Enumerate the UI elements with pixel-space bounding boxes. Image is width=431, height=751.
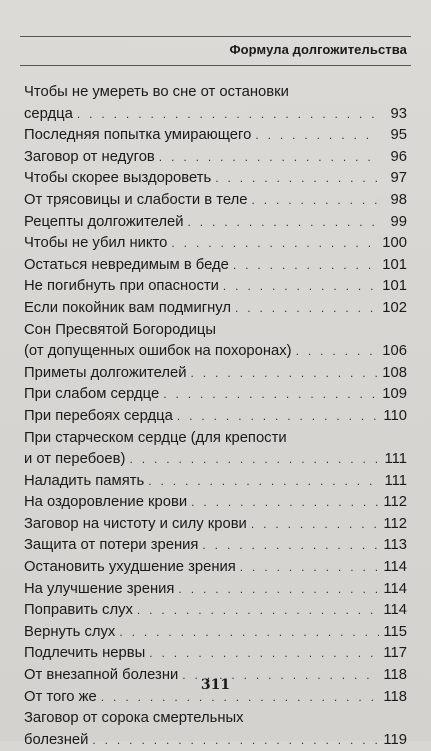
dot-leader	[129, 449, 379, 471]
toc-entry-title: Не погибнуть при опасности	[24, 278, 219, 295]
toc-entry-page: 114	[383, 559, 407, 576]
toc-entry-line	[24, 514, 407, 536]
toc-entry-title: От того же	[24, 688, 97, 705]
dot-leader	[235, 298, 378, 320]
toc-entry-page: 118	[383, 667, 407, 684]
dot-leader	[215, 168, 379, 190]
toc-entry-title: Заговор на чистоту и силу крови	[24, 515, 247, 532]
dot-leader	[255, 125, 379, 147]
toc-entry-page: 101	[382, 278, 407, 295]
toc-entry-title: На улучшение зрения	[24, 580, 175, 597]
toc-entry	[24, 406, 407, 428]
toc-entry-page: 114	[383, 580, 407, 597]
toc-entry-line	[24, 384, 407, 406]
toc-entry-page: 102	[382, 299, 407, 316]
toc-entry-page: 100	[382, 235, 407, 252]
toc-entry	[24, 147, 407, 169]
toc-entry-title: Остановить ухудшение зрения	[24, 559, 236, 576]
toc-entry	[24, 82, 407, 125]
toc-entry	[24, 168, 407, 190]
toc-entry-line	[24, 212, 407, 234]
toc-entry-page: 97	[390, 170, 407, 187]
toc-entry	[24, 125, 407, 147]
toc-entry-page: 119	[383, 731, 407, 748]
toc-entry	[24, 557, 407, 579]
dot-leader	[191, 363, 379, 385]
toc-entry-line	[24, 298, 407, 320]
dot-leader	[202, 535, 379, 557]
dot-leader	[251, 190, 379, 212]
toc-entry-title: При слабом сердце	[24, 386, 160, 403]
dot-leader	[177, 406, 379, 428]
running-header-title: Формула долгожительства	[229, 42, 407, 57]
toc-entry-line	[24, 320, 407, 342]
toc-entry-line	[24, 125, 407, 147]
dot-leader	[240, 557, 379, 579]
toc-entry	[24, 708, 407, 751]
toc-entry	[24, 363, 407, 385]
toc-entry-title: Подлечить нервы	[24, 645, 146, 662]
toc-entry-page: 95	[390, 127, 407, 144]
toc-entry-page: 111	[384, 451, 407, 468]
toc-entry-title: и от перебоев)	[24, 451, 126, 468]
toc-entry-page: 96	[390, 148, 407, 165]
dot-leader	[223, 276, 378, 298]
toc-entry	[24, 622, 407, 644]
toc-entry-page: 113	[383, 537, 407, 554]
dot-leader	[92, 730, 379, 751]
toc-entry-line	[24, 233, 407, 255]
toc-entry-title: Чтобы не умереть во сне от остановки	[24, 84, 289, 100]
toc-entry	[24, 255, 407, 277]
toc-entry-line	[24, 600, 407, 622]
toc-entry	[24, 492, 407, 514]
toc-entry-line	[24, 190, 407, 212]
toc-entry-line	[24, 579, 407, 601]
toc-entry-title: Рецепты долгожителей	[24, 213, 184, 230]
toc-entry-line	[24, 255, 407, 277]
toc-entry-page: 111	[384, 472, 407, 489]
toc-entry-title: Приметы долгожителей	[24, 364, 187, 381]
toc-entry-line	[24, 406, 407, 428]
toc-entry-title: Чтобы скорее выздороветь	[24, 170, 212, 187]
table-of-contents	[24, 82, 407, 751]
toc-entry-line	[24, 643, 407, 665]
toc-entry-page: 108	[382, 364, 407, 381]
toc-entry-title: Заговор от недугов	[24, 148, 155, 165]
toc-entry-page: 98	[390, 191, 407, 208]
toc-entry-line	[24, 535, 407, 557]
toc-entry	[24, 535, 407, 557]
toc-entry-title: При перебоях сердца	[24, 407, 173, 424]
toc-entry-line	[24, 363, 407, 385]
toc-entry-title: При старческом сердце (для крепости	[24, 429, 287, 446]
toc-entry-page: 110	[383, 407, 407, 424]
toc-entry-line	[24, 104, 407, 126]
toc-entry-title: Чтобы не убил никто	[24, 235, 168, 252]
dot-leader	[296, 341, 379, 363]
toc-entry	[24, 643, 407, 665]
dot-leader	[171, 233, 378, 255]
toc-entry-line	[24, 730, 407, 751]
toc-entry-page: 118	[383, 688, 407, 705]
toc-entry-title: Наладить память	[24, 472, 145, 489]
toc-entry-page: 117	[383, 645, 407, 662]
toc-entry	[24, 579, 407, 601]
toc-entry-line	[24, 708, 407, 730]
toc-entry-title: болезней	[24, 731, 89, 748]
toc-entry	[24, 190, 407, 212]
toc-entry-page: 99	[390, 213, 407, 230]
toc-entry-title: Остаться невредимым в беде	[24, 256, 229, 273]
toc-entry-page: 106	[382, 343, 407, 360]
dot-leader	[137, 600, 379, 622]
dot-leader	[148, 471, 379, 493]
toc-entry-title: Защита от потери зрения	[24, 537, 199, 554]
toc-entry-title: Поправить слух	[24, 602, 133, 619]
dot-leader	[163, 384, 378, 406]
toc-entry-page: 109	[382, 386, 407, 403]
toc-entry-title: Заговор от сорока смертельных	[24, 710, 244, 727]
dot-leader	[77, 104, 379, 126]
dot-leader	[233, 255, 378, 277]
toc-entry-page: 112	[383, 515, 407, 532]
running-header	[20, 36, 411, 66]
toc-entry-page: 112	[383, 494, 407, 511]
toc-entry-line	[24, 168, 407, 190]
toc-entry-title: (от допущенных ошибок на похоронах)	[24, 343, 292, 360]
toc-entry-title: Последняя попытка умирающего	[24, 127, 252, 144]
toc-entry-page: 93	[390, 105, 407, 122]
toc-entry-line	[24, 147, 407, 169]
toc-entry-line	[24, 276, 407, 298]
toc-entry-title: Если покойник вам подмигнул	[24, 299, 231, 316]
toc-entry	[24, 320, 407, 363]
toc-entry-title: Сон Пресвятой Богородицы	[24, 321, 216, 338]
toc-entry	[24, 600, 407, 622]
toc-entry-line	[24, 82, 407, 104]
dot-leader	[251, 514, 379, 536]
dot-leader	[159, 147, 379, 169]
toc-entry	[24, 276, 407, 298]
toc-entry-title: сердца	[24, 105, 73, 122]
toc-entry	[24, 233, 407, 255]
toc-entry	[24, 428, 407, 471]
dot-leader	[119, 622, 379, 644]
dot-leader	[191, 492, 379, 514]
toc-entry	[24, 212, 407, 234]
dot-leader	[187, 212, 379, 234]
toc-entry-line	[24, 492, 407, 514]
toc-entry-page: 115	[383, 623, 407, 640]
toc-entry-line	[24, 449, 407, 471]
toc-entry-title: От трясовицы и слабости в теле	[24, 191, 248, 208]
toc-entry-page: 114	[383, 602, 407, 619]
toc-entry-page: 101	[382, 256, 407, 273]
toc-entry-title: Вернуть слух	[24, 623, 116, 640]
toc-entry	[24, 298, 407, 320]
dot-leader	[178, 579, 379, 601]
toc-entry	[24, 384, 407, 406]
toc-entry-line	[24, 471, 407, 493]
page-number: 311	[200, 677, 231, 693]
toc-entry-title: На оздоровление крови	[24, 494, 188, 511]
toc-entry	[24, 471, 407, 493]
dot-leader	[149, 643, 379, 665]
toc-entry	[24, 514, 407, 536]
toc-entry-title: От внезапной болезни	[24, 667, 179, 684]
toc-entry-line	[24, 428, 407, 450]
toc-entry-line	[24, 622, 407, 644]
toc-entry-line	[24, 557, 407, 579]
toc-entry-line	[24, 341, 407, 363]
